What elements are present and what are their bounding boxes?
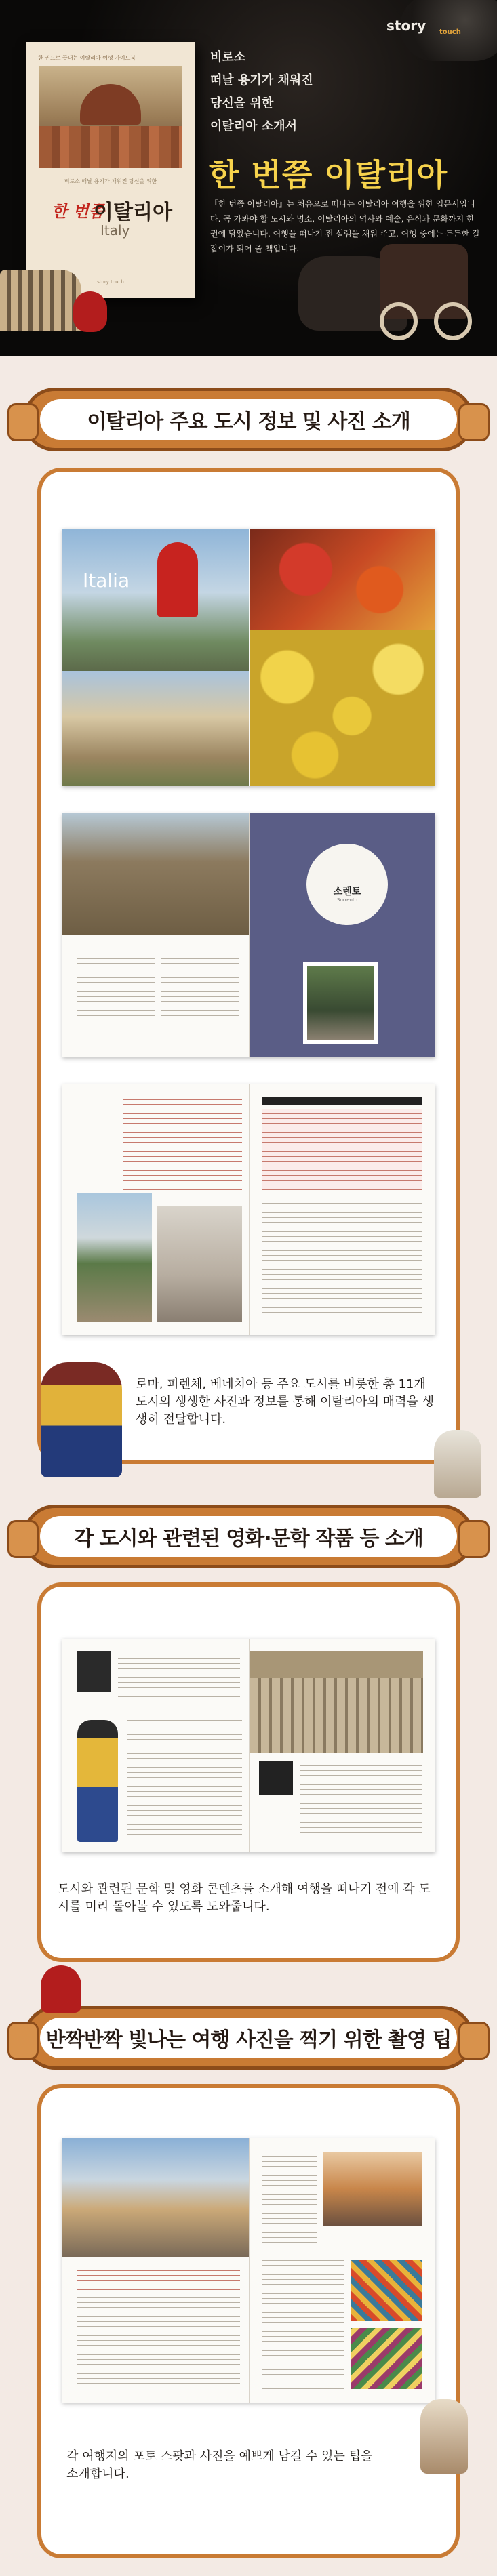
umbrella-pines-photo bbox=[77, 1193, 152, 1322]
logo-subtext: touch bbox=[439, 28, 461, 36]
text-column bbox=[123, 1099, 242, 1194]
hero-title: 한 번쯤 이탈리아 bbox=[209, 157, 448, 193]
text-column bbox=[118, 1654, 240, 1701]
book-topline: 한 권으로 끝내는 이탈리아 여행 가이드북 bbox=[38, 55, 136, 61]
book-publisher: story touch bbox=[97, 279, 124, 285]
hero-intro: 『한 번쯤 이탈리아』는 처음으로 떠나는 이탈리아 여행을 위한 입문서입니다. 꼭 가봐야 할 도시와 명소, 이탈리아의 역사와 예술, 음식과 문화까지 한 권에 담았습니다. 여행을 떠나기 전 설렘을 채워 주고, 여행 중에는 든든한 길잡이가 되어 줄 책입니다. bbox=[210, 199, 480, 253]
text-column bbox=[262, 1203, 422, 1318]
gorge-photo bbox=[307, 966, 374, 1040]
book-spread-photo-tips bbox=[62, 2138, 435, 2403]
polaroid-frame bbox=[303, 962, 378, 1044]
text-column bbox=[127, 1720, 242, 1842]
swiss-guard-photo bbox=[77, 1720, 118, 1842]
text-column bbox=[77, 949, 155, 1017]
venetian-mask-decoration bbox=[41, 1965, 81, 2013]
book-cover bbox=[26, 42, 195, 298]
carriage-wheel bbox=[380, 302, 418, 340]
book-subtitle: 비로소 떠날 용기가 채워진 당신을 위한 bbox=[64, 178, 157, 184]
text-column bbox=[77, 2297, 240, 2392]
banner-knot-left bbox=[7, 1520, 39, 1558]
section-banner-cities bbox=[23, 388, 474, 451]
banner-knot-left bbox=[7, 403, 39, 441]
section-caption-cities: 로마, 피렌체, 베네치아 등 주요 도시를 비롯한 총 11개 도시의 생생한 사진과 정보를 통해 이탈리아의 매력을 생생히 전달합니다. bbox=[136, 1377, 434, 1427]
market-photo bbox=[351, 2328, 422, 2389]
book-title-red: 한 번쯤 bbox=[52, 202, 104, 221]
text-column bbox=[161, 949, 239, 1017]
fruit-stand-photo bbox=[250, 529, 435, 630]
carriage-wheel bbox=[434, 302, 472, 340]
swiss-guard-image bbox=[41, 1362, 122, 1477]
red-mailbox-image bbox=[157, 542, 198, 617]
book-spread-rome-detail bbox=[62, 1084, 435, 1335]
masked-figure-image bbox=[420, 2399, 468, 2474]
text-column bbox=[262, 2152, 317, 2247]
duomo-dome bbox=[80, 84, 141, 125]
section-caption-culture: 도시와 관련된 문학 및 영화 콘텐츠를 소개해 여행을 떠나기 전에 각 도시를 미리 돌아볼 수 있도록 도와줍니다. bbox=[58, 1882, 431, 1914]
book-cover-thumbnail bbox=[259, 1761, 293, 1795]
banner-knot-left bbox=[7, 2022, 39, 2060]
city-rooftops bbox=[39, 126, 182, 168]
section-title: 이탈리아 주요 도시 정보 및 사진 소개 bbox=[40, 399, 457, 440]
section-banner-photo-tips bbox=[23, 2006, 474, 2070]
chapter-title: 소렌토 bbox=[333, 886, 361, 897]
logo-text: story bbox=[386, 18, 426, 34]
section-caption-photo-tips: 각 여행지의 포토 스팟과 사진을 예쁘게 남길 수 있는 팁을 소개합니다. bbox=[66, 2449, 373, 2481]
tagline-line-3: 당신을 위한 bbox=[210, 96, 274, 110]
jester-image bbox=[434, 1430, 481, 1498]
section-title: 반짝반짝 빛나는 여행 사진을 찍기 위한 촬영 팁 bbox=[40, 2018, 457, 2058]
banner-knot-right bbox=[458, 2022, 490, 2060]
book-cover-photo bbox=[39, 66, 182, 168]
info-box bbox=[262, 1109, 422, 1190]
text-column bbox=[300, 1761, 422, 1835]
tagline-line-4: 이탈리아 소개서 bbox=[210, 119, 297, 134]
rooftop-photo bbox=[323, 2152, 422, 2226]
statue-photo bbox=[157, 1206, 242, 1322]
pantheon-photo bbox=[250, 1651, 423, 1753]
info-box-header bbox=[262, 1097, 422, 1105]
tagline-line-2: 떠날 용기가 채워진 bbox=[210, 73, 313, 87]
chapter-subtitle: Sorrento bbox=[337, 897, 357, 903]
colosseum-image bbox=[0, 270, 81, 331]
tagline-line-1: 비로소 bbox=[210, 50, 246, 64]
movie-poster bbox=[77, 1651, 111, 1692]
piazza-photo bbox=[62, 2138, 249, 2257]
lemons-photo bbox=[250, 630, 435, 786]
text-column bbox=[262, 2260, 344, 2389]
book-spread-sorrento bbox=[62, 813, 435, 1057]
section-banner-culture bbox=[23, 1505, 474, 1568]
book-spread-italia bbox=[62, 529, 435, 786]
coast-photo bbox=[62, 529, 249, 671]
section-title: 각 도시와 관련된 영화·문학 작품 등 소개 bbox=[40, 1516, 457, 1557]
banner-knot-right bbox=[458, 403, 490, 441]
header-hero bbox=[0, 0, 497, 356]
book-title-en: Italy bbox=[100, 222, 130, 239]
pompeii-photo bbox=[62, 813, 249, 935]
spread-fold bbox=[249, 1084, 250, 1335]
venetian-mask-image bbox=[73, 291, 107, 332]
book-spread-pantheon bbox=[62, 1639, 435, 1852]
colorful-souvenirs-photo bbox=[351, 2260, 422, 2321]
book-title: 이탈리아 bbox=[94, 201, 172, 224]
spread-fold bbox=[249, 2138, 250, 2403]
tip-heading bbox=[77, 2270, 240, 2291]
forum-ruins-photo bbox=[62, 671, 249, 786]
spread-italia-label: Italia bbox=[83, 569, 130, 592]
banner-knot-right bbox=[458, 1520, 490, 1558]
